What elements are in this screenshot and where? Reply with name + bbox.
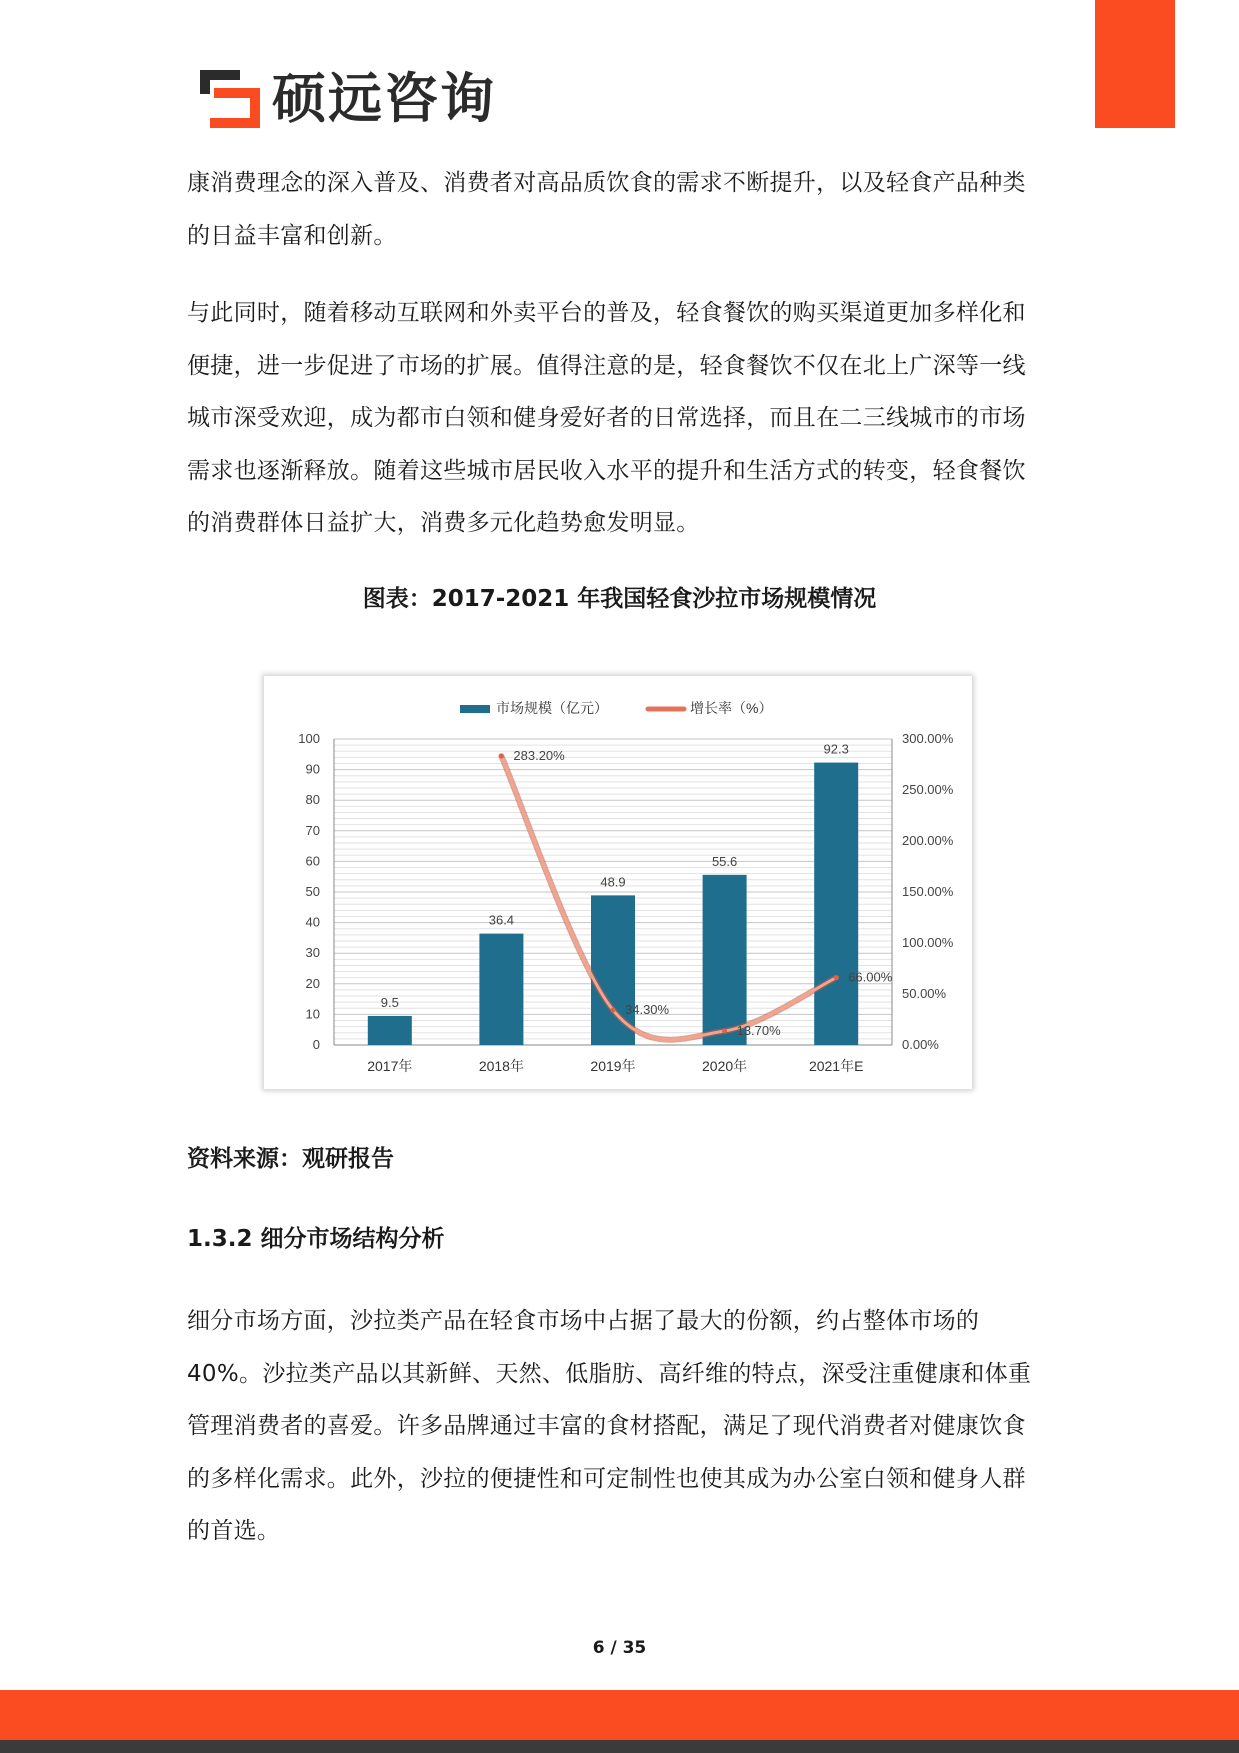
body-text — [187, 157, 1037, 550]
legend-swatch-bar — [460, 705, 490, 713]
bar-data-label: 92.3 — [823, 741, 849, 757]
y-left-tick-label: 70 — [305, 822, 320, 838]
body-paragraph: 与此同时，随着移动互联网和外卖平台的普及，轻食餐饮的购买渠道更加多样化和便捷，进一步促进了市场的扩展。值得注意的是，轻食餐饮不仅在北上广深等一线城市深受欢迎，成为都市白领和健身爱好者的日常选择，而且在二三线城市的市场需求也逐渐释放。随着这些城市居民收入水平的提升和生活方式的转变，轻食餐饮的消费群体日益扩大，消费多元化趋势愈发明显。 — [187, 300, 1026, 536]
footer-bar — [0, 1690, 1239, 1740]
x-tick-label: 2021年E — [808, 1058, 864, 1074]
growth-data-label: 34.30% — [625, 1002, 670, 1018]
x-tick-label: 2017年 — [367, 1058, 413, 1074]
y-left-tick-label: 80 — [305, 792, 320, 808]
y-left-tick-label: 90 — [305, 761, 320, 777]
bar — [368, 1016, 412, 1045]
y-left-tick-label: 60 — [305, 853, 320, 869]
y-left-tick-label: 30 — [305, 945, 320, 961]
chart-frame — [264, 676, 972, 1089]
y-left-tick-label: 20 — [305, 975, 320, 991]
y-right-tick-label: 0.00% — [902, 1037, 939, 1052]
source-note: 资料来源：观研报告 — [187, 1146, 394, 1172]
y-left-tick-label: 100 — [298, 731, 320, 746]
body-paragraph: 细分市场方面，沙拉类产品在轻食市场中占据了最大的份额，约占整体市场的40%。沙拉类产品以其新鲜、天然、低脂肪、高纤维的特点，深受注重健康和体重管理消费者的喜爱。许多品牌通过丰富的食材搭配，满足了现代消费者对健康饮食的多样化需求。此外，沙拉的便捷性和可定制性也使其成为办公室白领和健身人群的首选。 — [187, 1308, 1032, 1544]
bar-data-label: 9.5 — [380, 994, 399, 1010]
bar — [814, 763, 858, 1045]
y-right-tick-label: 150.00% — [902, 884, 954, 899]
page-number: 6 / 35 — [592, 1638, 647, 1658]
x-tick-label: 2020年 — [702, 1058, 748, 1074]
y-left-tick-label: 0 — [312, 1037, 320, 1052]
legend-label: 市场规模（亿元） — [496, 700, 608, 716]
brand-logo — [200, 68, 496, 130]
bar-data-label: 36.4 — [488, 912, 515, 928]
logo-mark-icon — [200, 70, 260, 128]
logo-text: 硕远咨询 — [272, 67, 496, 130]
market-size-chart — [264, 676, 972, 1089]
growth-data-label: 283.20% — [513, 748, 565, 764]
y-right-tick-label: 250.00% — [902, 782, 954, 797]
bar — [703, 875, 747, 1045]
growth-point — [611, 1008, 616, 1013]
body-paragraph: 康消费理念的深入普及、消费者对高品质饮食的需求不断提升，以及轻食产品种类的日益丰富和创新。 — [187, 170, 1026, 249]
growth-data-label: 13.70% — [736, 1023, 781, 1039]
growth-point — [834, 975, 839, 980]
growth-data-label: 66.00% — [848, 969, 893, 985]
section-body — [187, 1295, 1037, 1558]
bar-data-label: 48.9 — [600, 874, 626, 890]
x-tick-label: 2018年 — [478, 1058, 524, 1074]
y-left-tick-label: 40 — [305, 914, 320, 930]
y-left-tick-label: 10 — [305, 1006, 320, 1022]
bar — [479, 934, 523, 1045]
chart-caption: 图表：2017-2021 年我国轻食沙拉市场规模情况 — [362, 586, 877, 612]
y-right-tick-label: 200.00% — [902, 833, 954, 848]
footer-strip — [0, 1740, 1239, 1753]
growth-point — [722, 1029, 727, 1034]
corner-accent-block — [1095, 0, 1175, 128]
y-left-tick-label: 50 — [305, 884, 320, 899]
legend-label: 增长率（%） — [690, 700, 773, 716]
y-right-tick-label: 300.00% — [902, 731, 954, 746]
section-heading: 1.3.2 细分市场结构分析 — [187, 1226, 445, 1252]
bar-data-label: 55.6 — [711, 853, 738, 869]
y-right-tick-label: 100.00% — [902, 935, 954, 950]
x-tick-label: 2019年 — [590, 1058, 636, 1074]
y-right-tick-label: 50.00% — [902, 986, 947, 1001]
growth-point — [499, 754, 504, 759]
